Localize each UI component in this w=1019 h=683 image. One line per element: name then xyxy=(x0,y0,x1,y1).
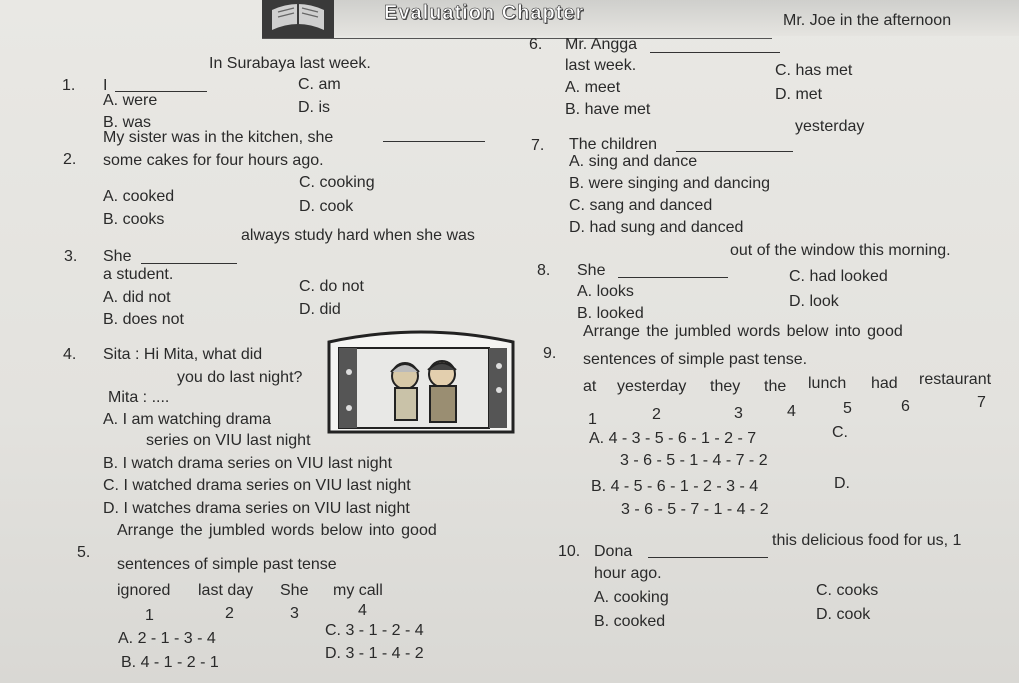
q9-option-a1: A. 4 - 3 - 5 - 6 - 1 - 2 - 7 xyxy=(589,430,757,447)
q9-num-4: 4 xyxy=(787,403,796,420)
q6-stem-b: Mr. Joe in the afternoon xyxy=(783,12,952,29)
q9-num-6: 6 xyxy=(901,398,910,415)
q7-number: 7. xyxy=(531,137,545,154)
q7-option-a: A. sing and dance xyxy=(569,153,698,170)
q9-number: 9. xyxy=(543,345,557,362)
q9-word-3: they xyxy=(710,378,741,395)
q2-stem-b: some cakes for four hours ago. xyxy=(103,152,324,169)
q3-option-b: B. does not xyxy=(103,311,184,328)
q7-option-d: D. had sung and danced xyxy=(569,219,744,236)
q8-option-d: D. look xyxy=(789,293,839,310)
q7-stem-b: yesterday xyxy=(795,118,865,135)
q3-stem-c: a student. xyxy=(103,266,174,283)
q1-option-c: C. am xyxy=(298,76,341,93)
q10-number: 10. xyxy=(558,543,581,560)
q9-option-b2: 3 - 6 - 5 - 7 - 1 - 4 - 2 xyxy=(621,501,769,518)
q2-blank xyxy=(383,141,485,142)
q5-word-1: ignored xyxy=(117,582,171,599)
q8-option-c: C. had looked xyxy=(789,268,888,285)
q8-number: 8. xyxy=(537,262,551,279)
q2-number: 2. xyxy=(63,151,77,168)
q1-option-d: D. is xyxy=(298,99,330,116)
family-watching-tv-illustration xyxy=(325,328,517,436)
q9-word-1: at xyxy=(583,378,597,395)
page-title: Evaluation Chapter xyxy=(384,2,585,24)
q9-num-7: 7 xyxy=(977,394,986,411)
q9-stem-b: sentences of simple past tense. xyxy=(583,351,808,368)
q5-option-d: D. 3 - 1 - 4 - 2 xyxy=(325,645,424,662)
book-icon xyxy=(262,0,334,38)
q8-stem-b: out of the window this morning. xyxy=(730,242,951,259)
q9-word-6: had xyxy=(871,375,898,392)
q5-num-2: 2 xyxy=(225,605,234,622)
q1-stem-a: I xyxy=(103,77,108,94)
q2-option-c: C. cooking xyxy=(299,174,375,191)
q9-option-b1: B. 4 - 5 - 6 - 1 - 2 - 3 - 4 xyxy=(591,478,759,495)
q8-stem-a: She xyxy=(577,262,606,279)
q1-option-a: A. were xyxy=(103,92,158,109)
q4-number: 4. xyxy=(63,346,77,363)
q4-option-c: C. I watched drama series on VIU last night xyxy=(103,477,411,494)
q3-option-d: D. did xyxy=(299,301,341,318)
q5-number: 5. xyxy=(77,544,91,561)
q7-stem-a: The children xyxy=(569,136,658,153)
q5-word-2: last day xyxy=(198,582,254,599)
q3-stem-a: She xyxy=(103,248,132,265)
q9-num-3: 3 xyxy=(734,405,743,422)
q10-option-a: A. cooking xyxy=(594,589,669,606)
q7-option-b: B. were singing and dancing xyxy=(569,175,771,192)
q3-stem-b: always study hard when she was xyxy=(241,227,475,244)
q4-stem-c: Mita : .... xyxy=(108,389,170,406)
q8-option-b: B. looked xyxy=(577,305,644,322)
q10-blank xyxy=(648,557,768,558)
q10-stem-c: hour ago. xyxy=(594,565,662,582)
q10-stem-b: this delicious food for us, 1 xyxy=(772,532,962,549)
q5-stem-b: sentences of simple past tense xyxy=(117,556,337,573)
q2-stem-a: My sister was in the kitchen, she xyxy=(103,129,334,146)
q6-blank xyxy=(650,52,780,53)
q9-num-1: 1 xyxy=(588,411,597,428)
q3-blank xyxy=(141,263,237,264)
q1-number: 1. xyxy=(62,77,76,94)
q5-option-b: B. 4 - 1 - 2 - 1 xyxy=(121,654,219,671)
q6-option-d: D. met xyxy=(775,86,823,103)
q10-option-b: B. cooked xyxy=(594,613,666,630)
q4-stem-a: Sita : Hi Mita, what did xyxy=(103,346,263,363)
q3-option-a: A. did not xyxy=(103,289,171,306)
q9-stem-a: Arrange the jumbled words below into good xyxy=(583,323,903,340)
q5-num-4: 4 xyxy=(358,602,367,619)
q5-stem-a: Arrange the jumbled words below into good xyxy=(117,522,437,539)
q9-num-5: 5 xyxy=(843,400,852,417)
q4-option-d: D. I watches drama series on VIU last night xyxy=(103,500,410,517)
q6-option-b: B. have met xyxy=(565,101,651,118)
q9-word-4: the xyxy=(764,378,787,395)
q6-stem-c: last week. xyxy=(565,57,637,74)
q9-num-2: 2 xyxy=(652,406,661,423)
q2-option-d: D. cook xyxy=(299,198,354,215)
q6-option-c: C. has met xyxy=(775,62,853,79)
q4-option-a1: A. I am watching drama xyxy=(103,411,272,428)
q5-option-c: C. 3 - 1 - 2 - 4 xyxy=(325,622,424,639)
q10-stem-a: Dona xyxy=(594,543,633,560)
q8-option-a: A. looks xyxy=(577,283,634,300)
q2-option-a: A. cooked xyxy=(103,188,175,205)
q2-option-b: B. cooks xyxy=(103,211,165,228)
q1-option-b: B. was xyxy=(103,114,152,131)
q9-word-7: restaurant xyxy=(919,371,992,388)
q7-option-c: C. sang and danced xyxy=(569,197,713,214)
q9-option-c: C. xyxy=(832,424,848,441)
q10-option-d: D. cook xyxy=(816,606,871,623)
q6-option-a: A. meet xyxy=(565,79,621,96)
q5-word-4: my call xyxy=(333,582,383,599)
divider xyxy=(262,38,772,39)
q5-option-a: A. 2 - 1 - 3 - 4 xyxy=(118,630,216,647)
q3-option-c: C. do not xyxy=(299,278,364,295)
q10-option-c: C. cooks xyxy=(816,582,879,599)
q6-number: 6. xyxy=(529,36,543,53)
q1-stem-b: In Surabaya last week. xyxy=(209,55,371,72)
q9-option-a2: 3 - 6 - 5 - 1 - 4 - 7 - 2 xyxy=(620,452,768,469)
q5-word-3: She xyxy=(280,582,309,599)
q9-word-5: lunch xyxy=(808,375,847,392)
q4-option-b: B. I watch drama series on VIU last night xyxy=(103,455,393,472)
q4-option-a2: series on VIU last night xyxy=(146,432,311,449)
q5-num-1: 1 xyxy=(145,607,154,624)
q8-blank xyxy=(618,277,728,278)
q6-stem-a: Mr. Angga xyxy=(565,36,638,53)
q7-blank xyxy=(676,151,793,152)
q3-number: 3. xyxy=(64,248,78,265)
q5-num-3: 3 xyxy=(290,605,299,622)
q4-stem-b: you do last night? xyxy=(177,369,303,386)
q9-word-2: yesterday xyxy=(617,378,687,395)
q9-option-d: D. xyxy=(834,475,850,492)
